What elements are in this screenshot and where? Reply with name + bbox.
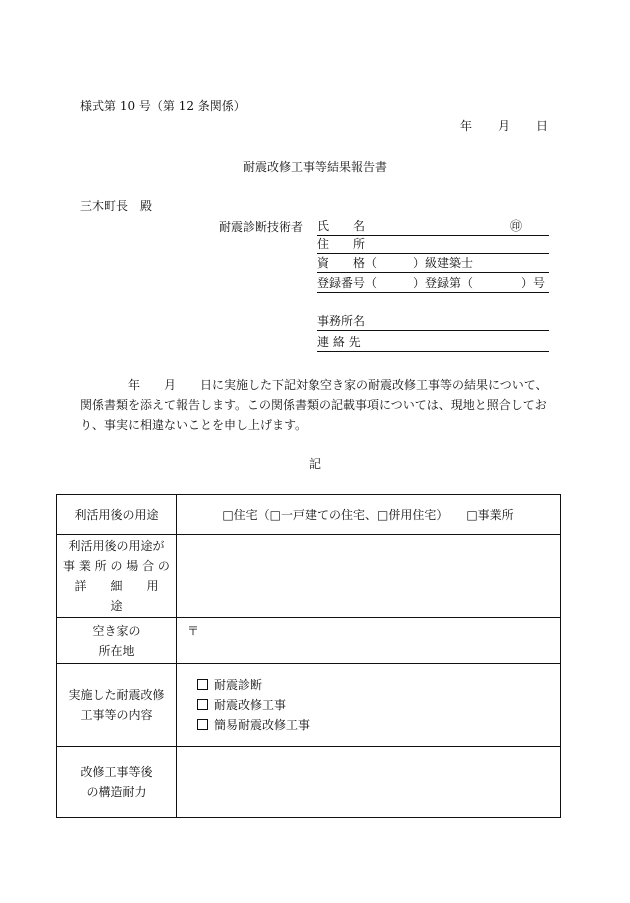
check-label: 耐震改修工事: [214, 698, 287, 712]
usage-value[interactable]: □住宅（□一戸建ての住宅、□併用住宅） □事業所: [177, 495, 561, 535]
label-line: 工事等の内容: [80, 708, 153, 722]
form-number: 様式第 10 号（第 12 条関係）: [80, 99, 246, 113]
location-label: [57, 618, 177, 664]
structural-strength-value[interactable]: [177, 747, 561, 818]
check-label: 簡易耐震改修工事: [214, 718, 311, 732]
work-content-label: [57, 664, 177, 747]
table-row: [57, 664, 561, 747]
label-line: 詳 細 用 途: [74, 579, 183, 613]
qualification-field[interactable]: [317, 255, 549, 273]
label-line: 改修工事等後: [80, 765, 153, 779]
date-year: 年: [459, 119, 472, 133]
seal-mark: ㊞: [509, 219, 522, 233]
address-label: 住 所: [317, 237, 366, 251]
office-field[interactable]: [317, 313, 549, 331]
date-line: [434, 117, 548, 134]
registration-field[interactable]: [317, 275, 549, 293]
usage-label: 利活用後の用途: [57, 495, 177, 535]
label-line: 利活用後の用途が: [68, 539, 165, 553]
office-label: 事務所名: [317, 314, 366, 328]
work-content-value: [177, 664, 561, 747]
document-title: 耐震改修工事等結果報告書: [242, 160, 387, 174]
statement-line: り、事実に相違ないことを申し上げます。: [80, 418, 308, 432]
structural-strength-label: [57, 747, 177, 818]
address-field[interactable]: [317, 236, 549, 254]
label-line: 所在地: [98, 643, 135, 658]
table-row: [57, 618, 561, 664]
qualification-label: 資 格（ ）級建築士: [317, 256, 474, 270]
contact-label: 連 絡 先: [317, 335, 361, 349]
location-value[interactable]: [177, 618, 561, 664]
addressee: 三木町長 殿: [80, 199, 153, 213]
check-label: 耐震診断: [214, 678, 263, 692]
checkbox-simple-retrofit[interactable]: [197, 715, 559, 735]
date-day: 日: [535, 119, 548, 133]
checkbox-icon: [197, 719, 208, 730]
applicant-role-label: 耐震診断技術者: [219, 220, 304, 234]
label-line: 空き家の: [92, 623, 141, 638]
ki-heading: 記: [308, 457, 321, 471]
postal-mark: 〒: [187, 624, 200, 638]
registration-label: 登録番号（ ）登録第（ ）号: [317, 276, 546, 290]
name-label: 氏 名: [317, 219, 366, 233]
report-statement: [80, 375, 550, 435]
date-month: 月: [497, 119, 510, 133]
table-row: [57, 747, 561, 818]
contact-field[interactable]: [317, 334, 549, 352]
label-line: 事 業 所 の 場 合 の: [63, 559, 170, 573]
report-table: [56, 494, 561, 818]
table-row: [57, 495, 561, 535]
label-line: 実施した耐震改修: [68, 688, 165, 702]
label-line: の構造耐力: [86, 785, 147, 799]
statement-line: 年 月 日に実施した下記対象空き家の耐震改修工事等の結果について、: [80, 378, 548, 392]
checkbox-icon: [197, 699, 208, 710]
office-usage-detail-value[interactable]: [177, 535, 561, 618]
name-field[interactable]: [317, 218, 549, 236]
statement-line: 関係書類を添えて報告します。この関係書類の記載事項については、現地と照合してお: [80, 398, 547, 412]
table-row: [57, 535, 561, 618]
checkbox-icon: [197, 679, 208, 690]
checkbox-seismic-diagnosis[interactable]: [197, 675, 559, 695]
office-usage-detail-label: [57, 535, 183, 618]
checkbox-seismic-retrofit[interactable]: [197, 695, 559, 715]
